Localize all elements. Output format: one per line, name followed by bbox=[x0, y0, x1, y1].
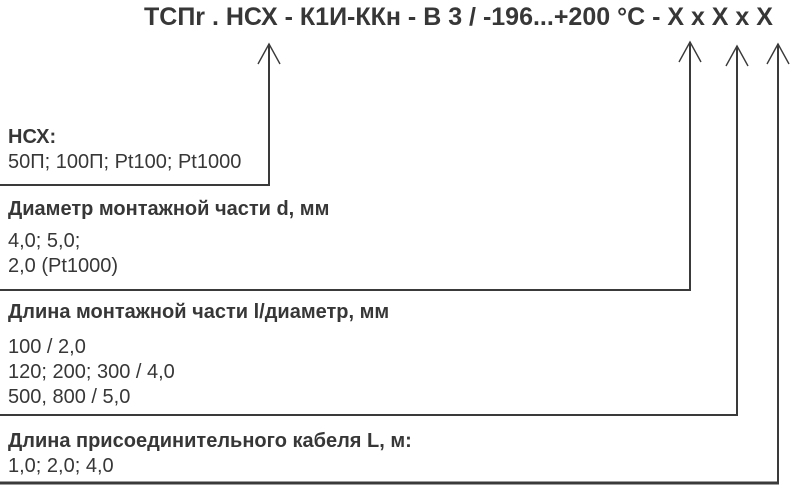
section-diameter-values-line1: 4,0; 5,0; bbox=[8, 230, 81, 252]
section-diameter bbox=[8, 197, 329, 279]
section-length-values-line2: 120; 200; 300 / 4,0 bbox=[8, 361, 175, 383]
section-nsx-values: 50П; 100П; Pt100; Pt1000 bbox=[8, 151, 242, 173]
ordering-code-title: ТСПr . НСХ - К1И-ККн - В 3 / -196...+200 °С - Х х Х х Х bbox=[144, 3, 773, 31]
section-cable bbox=[8, 429, 412, 479]
section-length-values-line3: 500, 800 / 5,0 bbox=[8, 386, 131, 408]
section-length-values-line1: 100 / 2,0 bbox=[8, 336, 86, 358]
section-nsx-header: НСХ: bbox=[8, 126, 57, 148]
section-length bbox=[8, 300, 389, 410]
section-cable-values: 1,0; 2,0; 4,0 bbox=[8, 455, 114, 477]
section-diameter-header: Диаметр монтажной части d, мм bbox=[8, 198, 330, 220]
section-cable-header: Длина присоединительного кабеля L, м: bbox=[8, 430, 412, 452]
section-diameter-values-line2: 2,0 (Pt1000) bbox=[8, 255, 119, 277]
section-nsx bbox=[8, 125, 241, 175]
section-length-header: Длина монтажной части l/диаметр, мм bbox=[8, 301, 390, 323]
